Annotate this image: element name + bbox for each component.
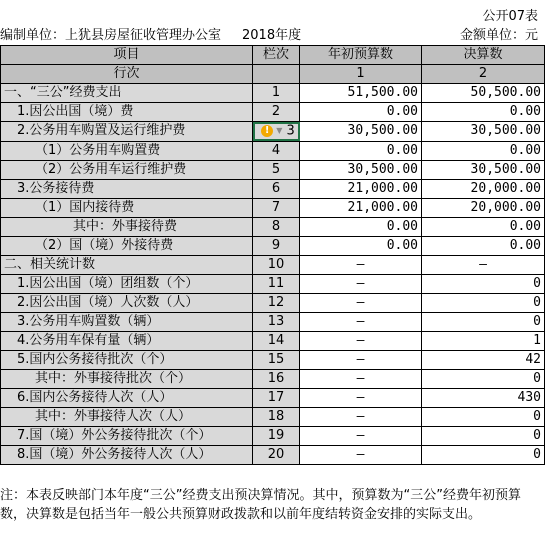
header-row — [1, 46, 545, 65]
row-label[interactable]: 2.因公出国（境）人次数（人） — [1, 293, 253, 312]
row-label[interactable]: 6.国内公务接待人次（人） — [1, 388, 253, 407]
row-no[interactable]: 18 — [253, 407, 300, 426]
final-cell[interactable]: 0.00 — [422, 141, 545, 160]
row-label[interactable]: 二、相关统计数 — [1, 255, 253, 274]
budget-cell[interactable]: — — [300, 350, 422, 369]
budget-cell[interactable]: 21,000.00 — [300, 179, 422, 198]
col-header-budget[interactable]: 年初预算数 — [300, 46, 422, 65]
final-cell[interactable]: 30,500.00 — [422, 160, 545, 179]
row-no[interactable]: 5 — [253, 160, 300, 179]
table-row — [1, 293, 545, 312]
index-row — [1, 65, 545, 84]
row-no[interactable]: 9 — [253, 236, 300, 255]
row-no[interactable]: 8 — [253, 217, 300, 236]
row-no: 3 — [286, 123, 295, 139]
budget-cell[interactable]: 30,500.00 — [300, 160, 422, 179]
table-row — [1, 84, 545, 103]
row-label-cell[interactable] — [1, 122, 253, 142]
table-row — [1, 426, 545, 445]
unit-label: 金额单位：元 — [459, 28, 538, 43]
row-no[interactable]: 13 — [253, 312, 300, 331]
budget-cell[interactable]: — — [300, 255, 422, 274]
row-no[interactable]: 11 — [253, 274, 300, 293]
row-no[interactable]: 20 — [253, 445, 300, 464]
row-label[interactable]: （2）公务用车运行维护费 — [1, 160, 253, 179]
final-cell[interactable]: 0 — [422, 293, 545, 312]
budget-cell[interactable]: — — [300, 293, 422, 312]
col-header-final[interactable]: 决算数 — [422, 46, 545, 65]
row-no[interactable]: 2 — [253, 103, 300, 122]
table-row — [1, 122, 545, 142]
table-row — [1, 388, 545, 407]
table-row — [1, 350, 545, 369]
row-no[interactable]: 14 — [253, 331, 300, 350]
row-label[interactable]: 一、“三公”经费支出 — [1, 84, 253, 103]
row-no[interactable]: 7 — [253, 198, 300, 217]
row-no[interactable]: 15 — [253, 350, 300, 369]
row-no-selected[interactable] — [253, 122, 300, 142]
final-cell[interactable]: 20,000.00 — [422, 198, 545, 217]
row-label[interactable]: （2）国（境）外接待费 — [1, 236, 253, 255]
row-label[interactable]: 3.公务用车购置数（辆） — [1, 312, 253, 331]
row-no[interactable]: 12 — [253, 293, 300, 312]
table-row — [1, 236, 545, 255]
budget-cell[interactable]: 51,500.00 — [300, 84, 422, 103]
row-label[interactable]: 1.因公出国（境）团组数（个） — [1, 274, 253, 293]
table-row — [1, 217, 545, 236]
row-no[interactable]: 10 — [253, 255, 300, 274]
table-row — [1, 407, 545, 426]
budget-cell[interactable]: — — [300, 369, 422, 388]
row-label[interactable]: （1）公务用车购置费 — [1, 141, 253, 160]
org-label: 编制单位：上犹县房屋征收管理办公室 — [0, 28, 222, 43]
table-row — [1, 255, 545, 274]
row-label[interactable]: 1.因公出国（境）费 — [1, 103, 253, 122]
row-no[interactable]: 16 — [253, 369, 300, 388]
budget-cell[interactable]: — — [300, 388, 422, 407]
row-label[interactable]: 3.公务接待费 — [1, 179, 253, 198]
row-no[interactable]: 19 — [253, 426, 300, 445]
index-row-final[interactable]: 2 — [422, 65, 545, 84]
table-row — [1, 160, 545, 179]
table-row — [1, 445, 545, 464]
row-label[interactable]: 其中：外事接待费 — [1, 217, 253, 236]
budget-cell[interactable]: — — [300, 274, 422, 293]
final-cell[interactable]: 20,000.00 — [422, 179, 545, 198]
table-row — [1, 141, 545, 160]
budget-cell[interactable]: — — [300, 426, 422, 445]
budget-cell[interactable]: — — [300, 331, 422, 350]
budget-cell[interactable]: 0.00 — [300, 217, 422, 236]
row-label[interactable]: 其中：外事接待人次（人） — [1, 407, 253, 426]
row-no[interactable]: 1 — [253, 84, 300, 103]
final-cell[interactable]: 50,500.00 — [422, 84, 545, 103]
final-cell[interactable]: 0.00 — [422, 217, 545, 236]
table-row — [1, 198, 545, 217]
row-no[interactable]: 6 — [253, 179, 300, 198]
row-label[interactable]: 4.公务用车保有量（辆） — [1, 331, 253, 350]
table-row — [1, 331, 545, 350]
budget-cell[interactable]: 0.00 — [300, 103, 422, 122]
index-row-no[interactable] — [253, 65, 300, 84]
final-cell[interactable]: 0 — [422, 369, 545, 388]
budget-cell[interactable]: — — [300, 407, 422, 426]
final-cell[interactable]: — — [422, 255, 545, 274]
final-cell[interactable]: 430 — [422, 388, 545, 407]
row-no[interactable]: 4 — [253, 141, 300, 160]
table-row — [1, 312, 545, 331]
dropdown-arrow-icon[interactable]: ▼ — [276, 126, 283, 135]
year-label: 2018年度 — [242, 28, 302, 43]
col-header-no[interactable]: 栏次 — [253, 46, 300, 65]
table-row — [1, 179, 545, 198]
budget-table — [0, 45, 545, 465]
footnote: 注：本表反映部门本年度“三公”经费支出预决算情况。其中，预算数为“三公”经费年初预算数，决算数是包括当年一般公共预算财政拨款和以前年度结转资金安排的实际支出。 — [0, 488, 521, 522]
row-label[interactable]: 8.国（境）外公务接待人次（人） — [1, 445, 253, 464]
table-row — [1, 103, 545, 122]
row-label[interactable]: 7.国（境）外公务接待批次（个） — [1, 426, 253, 445]
final-cell[interactable]: 0 — [422, 407, 545, 426]
budget-cell[interactable]: 0.00 — [300, 141, 422, 160]
row-label[interactable]: 其中：外事接待批次（个） — [1, 369, 253, 388]
index-row-budget[interactable]: 1 — [300, 65, 422, 84]
row-label[interactable]: 5.国内公务接待批次（个） — [1, 350, 253, 369]
form-code: 公开07表 — [482, 9, 538, 24]
index-row-label[interactable]: 行次 — [1, 65, 253, 84]
final-cell[interactable]: 0.00 — [422, 103, 545, 122]
final-cell[interactable]: 0 — [422, 312, 545, 331]
budget-cell[interactable]: 30,500.00 — [300, 122, 422, 142]
final-cell[interactable]: 1 — [422, 331, 545, 350]
budget-cell[interactable]: 0.00 — [300, 236, 422, 255]
budget-cell[interactable]: — — [300, 445, 422, 464]
final-cell[interactable]: 42 — [422, 350, 545, 369]
col-header-item[interactable]: 项目 — [1, 46, 253, 65]
warning-icon[interactable]: ! — [261, 125, 273, 137]
final-cell[interactable]: 0 — [422, 426, 545, 445]
table-row — [1, 274, 545, 293]
final-cell[interactable]: 0.00 — [422, 236, 545, 255]
budget-cell[interactable]: 21,000.00 — [300, 198, 422, 217]
table-row — [1, 369, 545, 388]
final-cell[interactable]: 30,500.00 — [422, 122, 545, 142]
final-cell[interactable]: 0 — [422, 445, 545, 464]
final-cell[interactable]: 0 — [422, 274, 545, 293]
row-no[interactable]: 17 — [253, 388, 300, 407]
budget-cell[interactable]: — — [300, 312, 422, 331]
row-label[interactable]: （1）国内接待费 — [1, 198, 253, 217]
row-label: 2.公务用车购置及运行维护费 — [17, 123, 186, 139]
